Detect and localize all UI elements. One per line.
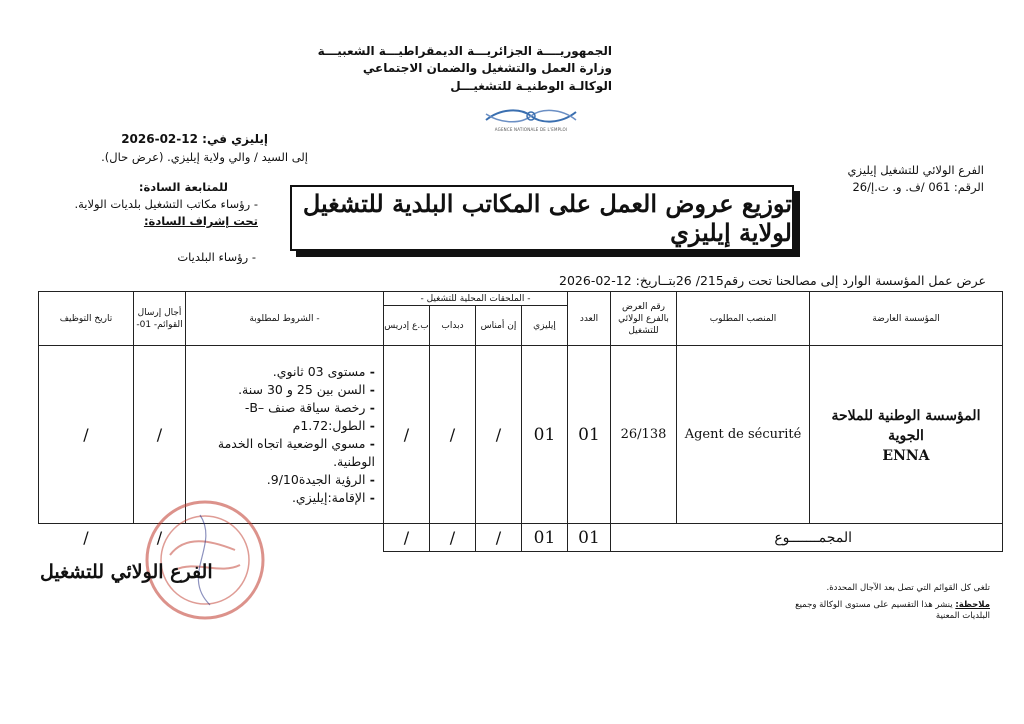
list-item: - مستوى 03 ثانوي.: [192, 363, 375, 381]
document-title: توزيع عروض العمل على المكاتب البلدية للتشغيل لولاية إيليزي: [290, 185, 794, 251]
header-institution: المؤسسة العارضة: [810, 292, 1003, 346]
header-ministry: وزارة العمل والتشغيل والضمان الاجتماعي: [362, 61, 612, 75]
total-count: 01: [568, 524, 611, 552]
total-hiring-date: /: [83, 528, 89, 548]
official-stamp-icon: [140, 495, 270, 625]
list-item: - السن بين 25 و 30 سنة.: [192, 381, 375, 399]
header-conditions: - الشروط لمطلوبة: [186, 292, 384, 346]
header-republic: الجمهوريــــة الجزائريـــة الديمقراطيـــة الشعبيـــة: [317, 44, 612, 58]
total-deadline: /: [156, 528, 163, 548]
header-position: المنصب المطلوب: [677, 292, 810, 346]
header-illizi: إيليزي: [522, 306, 568, 346]
supervision-label: تحت إشراف السادة:: [143, 214, 258, 228]
header-count: العدد: [568, 292, 611, 346]
note-label: ملاحظة:: [955, 600, 990, 610]
cell-position: Agent de sécurité: [677, 346, 810, 524]
list-item: - رخصة سياقة صنف –B-: [192, 399, 375, 417]
cell-institution: [810, 346, 1003, 524]
cell-offer-number: 26/138: [611, 346, 677, 524]
cell-debdeb: /: [430, 346, 476, 524]
list-item: - الإقامة:إيليزي.: [192, 489, 375, 507]
list-item: - مسوي الوضعية اتجاه الخدمة الوطنية.: [192, 435, 375, 471]
header-agency: الوكالـة الوطنيـة للتشغيـــل: [450, 79, 612, 93]
note-1: تلغى كل القوائم التي تصل بعد الآجال المحددة.: [826, 583, 990, 593]
date-line: إيليزي في: 12-02-2026: [121, 132, 268, 146]
anem-logo-icon: [476, 106, 586, 126]
cell-in-amenas: /: [476, 346, 522, 524]
note-2: [790, 600, 990, 622]
total-label: المجمـــــــوع: [611, 524, 1003, 552]
total-in-amenas: /: [476, 524, 522, 552]
list-item: - الطول:1.72م: [192, 417, 375, 435]
header-in-amenas: إن أمناس: [476, 306, 522, 346]
sender-ref: الرقم: 061 /ف. و. ت.إ/26: [852, 180, 984, 194]
follow-label: للمتابعة السادة:: [138, 180, 228, 194]
agency-logo: [470, 104, 592, 134]
follow-item: - رؤساء مكاتب التشغيل بلديات الولاية.: [74, 197, 258, 211]
conditions-list: [186, 363, 383, 507]
total-debdeb: /: [430, 524, 476, 552]
cell-deadline: /: [134, 346, 186, 524]
signature-title: الفرع الولائي للتشغيل: [40, 561, 213, 583]
header-offer-number: رقم العرض بالفرع الولائي للتشغيل: [611, 292, 677, 346]
header-bordj: ب.ع إدريس: [384, 306, 430, 346]
sender-branch: الفرع الولائي للتشغيل إيليزي: [847, 163, 984, 177]
header-hiring-date: تاريخ التوظيف: [39, 292, 134, 346]
header-annexes: - الملحقات المحلية للتشغيل -: [384, 292, 568, 306]
logo-caption: AGENCE NATIONALE DE L'EMPLOI: [494, 127, 568, 132]
list-item: - الرؤية الجيدة9/10.: [192, 471, 375, 489]
recipient-to: إلى السيد / والي ولاية إيليزي. (عرض حال).: [101, 150, 308, 164]
total-bordj: /: [384, 524, 430, 552]
header-deadline: أجال إرسال القوائم- 01-: [134, 292, 186, 346]
institution-name: المؤسسة الوطنية للملاحة الجوية: [831, 407, 981, 444]
offer-subtitle: عرض عمل المؤسسة الوارد إلى مصالحنا تحت رقم215/ 26بتــاريخ: 12-02-2026: [559, 273, 986, 288]
total-illizi: 01: [522, 524, 568, 552]
cell-bordj: /: [384, 346, 430, 524]
cell-illizi: 01: [522, 346, 568, 524]
note-text: ينشر هذا التقسيم على مستوى الوكالة وجميع البلديات المعنية: [795, 600, 990, 621]
cell-count: 01: [568, 346, 611, 524]
header-debdeb: دبداب: [430, 306, 476, 346]
cell-hiring-date: /: [39, 346, 134, 524]
institution-code: ENNA: [882, 447, 930, 464]
supervision-item: - رؤساء البلديات: [177, 250, 256, 264]
